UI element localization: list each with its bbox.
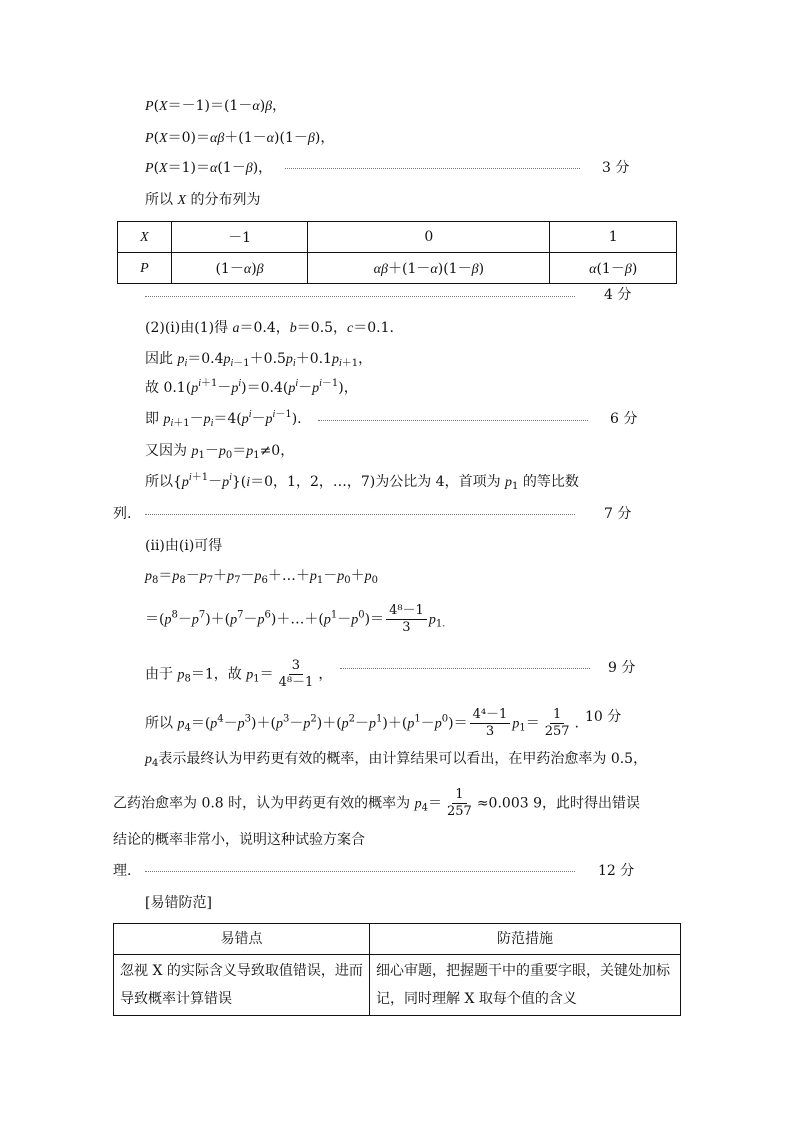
dot-leader (145, 869, 575, 872)
fraction: $\frac{3}{\text{4⁸－1}}$ (278, 658, 314, 690)
err-body-row (114, 955, 681, 1016)
recurrence-line: 因此 $p_i=0.4p_{i-1}+0.5p_i+0.1p_{i+1}$， (145, 351, 373, 369)
score-4: 4 分 (604, 287, 632, 303)
dist-cell: P (118, 253, 172, 284)
dist-cell: X (118, 222, 172, 253)
sum-line: $=(p^8-p^7)+(p^7-p^6)+\dots+(p^1-p^0)=$ $\frac{\text{4⁸－1}}{3}$ $p_{1.}$ (145, 603, 446, 635)
fraction: $\frac{\text{4⁴－1}}{3}$ (470, 707, 511, 740)
err-header-cell: 防范措施 (370, 924, 681, 955)
fraction: $\frac{\text{4⁸－1}}{3}$ (386, 603, 427, 636)
nonzero-line: 又因为 $p_1-p_0=p_1\ne 0$， (145, 443, 295, 461)
conclusion-line-1: $p_4$表示最终认为甲药更有效的概率，由计算结果可以看出，在甲药治愈率为 0.5， (145, 751, 648, 769)
prob-line-0: P(X＝0)＝αβ＋(1－α)(1－β)， (145, 130, 335, 146)
fraction: $\frac{1}{257}$ (544, 707, 570, 739)
err-cell-right: 细心审题，把握题干中的重要字眼，关键处加标记，同时理解 X 取每个值的含义 (370, 955, 681, 1016)
part2ii-line: (ⅱ)由(ⅰ)可得 (145, 538, 223, 554)
prob-line-1: P(X＝1)＝α(1－β)， (145, 160, 273, 176)
score-3: 3 分 (602, 160, 630, 176)
dist-cell: (1－α)β (171, 253, 308, 284)
error-prevention-table (113, 923, 681, 1016)
dot-leader (285, 166, 580, 169)
dot-leader (145, 512, 575, 515)
err-header-row (114, 924, 681, 955)
p1-line: 由于 $p_8=1$，故 $p_1=$ $\frac{3}{\text{4⁸－1}}$ ， (145, 658, 333, 690)
dist-header-row (118, 222, 677, 253)
section-title: [易错防范] (145, 895, 212, 911)
err-cell-left: 忽视 X 的实际含义导致取值错误，进而导致概率计算错误 (114, 955, 370, 1016)
score-12: 12 分 (598, 863, 635, 879)
dot-leader (340, 666, 590, 669)
conclusion-line-end: 理. (113, 863, 132, 879)
geometric-line-end: 列. (113, 506, 132, 522)
fraction: $\frac{1}{257}$ (447, 787, 472, 819)
score-9: 9 分 (608, 660, 636, 676)
score-7: 7 分 (604, 506, 632, 522)
dist-cell: αβ＋(1－α)(1－β) (308, 253, 550, 284)
part2-line: (2)(ⅰ)由(1)得 a＝0.4，b＝0.5，c＝0.1. (145, 320, 394, 336)
p4-line: 所以 $p_4=(p^4-p^3)+(p^3-p^2)+(p^2-p^1)+(p^1-p^0)=$ $\frac{\text{4⁴－1}}{3}$ $p_1=$ $\frac{1}{257}$ . (145, 707, 579, 739)
dist-intro: 所以 X 的分布列为 (145, 192, 261, 208)
dot-leader (318, 418, 588, 421)
conclusion-line-3: 结论的概率非常小，说明这种试验方案合 (113, 832, 365, 848)
dist-cell: 0 (308, 222, 550, 253)
diff-line: 故 $0.1(p^{i+1}-p^i)=0.4(p^i-p^{i-1})$， (145, 378, 358, 396)
dist-cell: 1 (550, 222, 677, 253)
geometric-line: 所以$\{p^{i+1}-p^i\}(i=0$，1，2，…，7)为公比为 4，首项为 $p_1$ 的等比数 (145, 472, 579, 492)
dist-cell: α(1－β) (550, 253, 677, 284)
dist-prob-row (118, 253, 677, 284)
prob-line-minus1: P(X＝－1)＝(1－α)β， (145, 98, 287, 114)
dist-cell: －1 (171, 222, 308, 253)
distribution-table (117, 221, 677, 284)
ratio-line: 即 $p_{i+1}-p_i=4(p^i-p^{i-1})$. (145, 409, 302, 429)
err-header-cell: 易错点 (114, 924, 370, 955)
score-6: 6 分 (610, 411, 638, 427)
telescoping-line: $p_8=p_8-p_7+p_7-p_6+\dots+p_1-p_0+p_0$ (145, 568, 378, 586)
conclusion-line-2: 乙药治愈率为 0.8 时，认为甲药更有效的概率为 $p_4=$ $\frac{1}{257}$ ≈0.003 9，此时得出错误 (113, 787, 640, 819)
dot-leader (145, 294, 575, 297)
score-10: 10 分 (585, 709, 622, 725)
